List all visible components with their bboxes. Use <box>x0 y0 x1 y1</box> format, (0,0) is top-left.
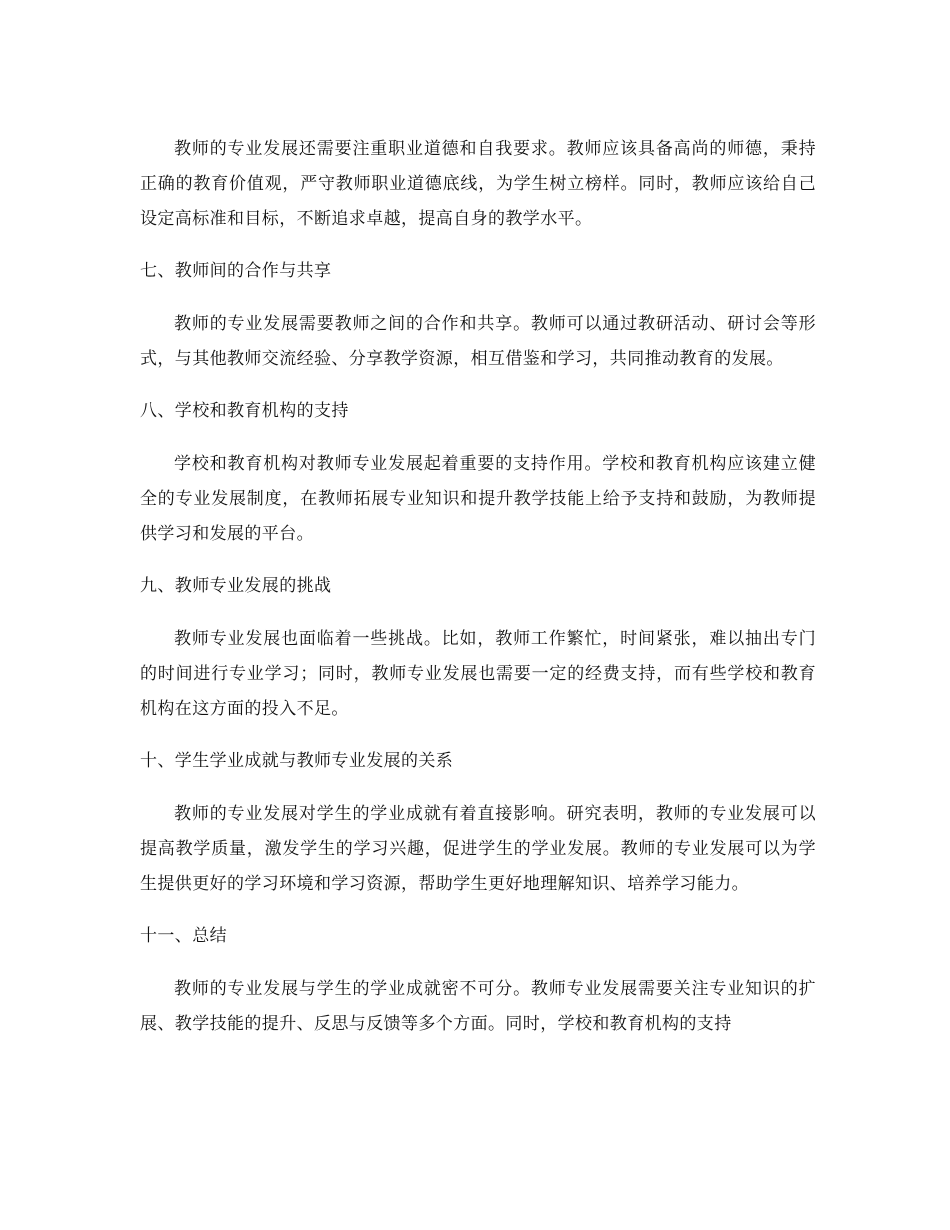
section-heading-11: 十一、总结 <box>140 926 227 946</box>
paragraph-challenges: 教师专业发展也面临着一些挑战。比如，教师工作繁忙，时间紧张，难以抽出专门的时间进行专业学习；同时，教师专业发展也需要一定的经费支持，而有些学校和教育机构在这方面的投入不足。 <box>140 629 816 719</box>
spacer <box>140 779 816 797</box>
spacer <box>140 377 816 394</box>
spacer <box>140 954 816 972</box>
document-body <box>140 132 816 1042</box>
paragraph-relationship: 教师的专业发展对学生的学业成就有着直接影响。研究表明，教师的专业发展可以提高教学质量，激发学生的学习兴趣，促进学生的学业发展。教师的专业发展可以为学生提供更好的学习环境和学习资源，帮助学生更好地理解知识、培养学习能力。 <box>140 804 816 894</box>
section-heading-7: 七、教师间的合作与共享 <box>140 261 332 281</box>
spacer <box>140 429 816 447</box>
paragraph-ethics: 教师的专业发展还需要注重职业道德和自我要求。教师应该具备高尚的师德，秉持正确的教育价值观，严守教师职业道德底线，为学生树立榜样。同时，教师应该给自己设定高标准和目标，不断追求卓越，提高自身的教学水平。 <box>140 139 816 229</box>
spacer <box>140 604 816 622</box>
paragraph-support: 学校和教育机构对教师专业发展起着重要的支持作用。学校和教育机构应该建立健全的专业发展制度，在教师拓展专业知识和提升教学技能上给予支持和鼓励，为教师提供学习和发展的平台。 <box>140 454 816 544</box>
spacer <box>140 289 816 307</box>
section-heading-10: 十、学生学业成就与教师专业发展的关系 <box>140 751 454 771</box>
spacer <box>140 552 816 569</box>
section-heading-8: 八、学校和教育机构的支持 <box>140 401 349 421</box>
paragraph-summary: 教师的专业发展与学生的学业成就密不可分。教师专业发展需要关注专业知识的扩展、教学技能的提升、反思与反馈等多个方面。同时，学校和教育机构的支持 <box>140 979 816 1034</box>
paragraph-cooperation: 教师的专业发展需要教师之间的合作和共享。教师可以通过教研活动、研讨会等形式，与其他教师交流经验、分享教学资源，相互借鉴和学习，共同推动教育的发展。 <box>140 314 816 369</box>
spacer <box>140 237 816 254</box>
spacer <box>140 727 816 744</box>
section-heading-9: 九、教师专业发展的挑战 <box>140 576 332 596</box>
spacer <box>140 902 816 919</box>
